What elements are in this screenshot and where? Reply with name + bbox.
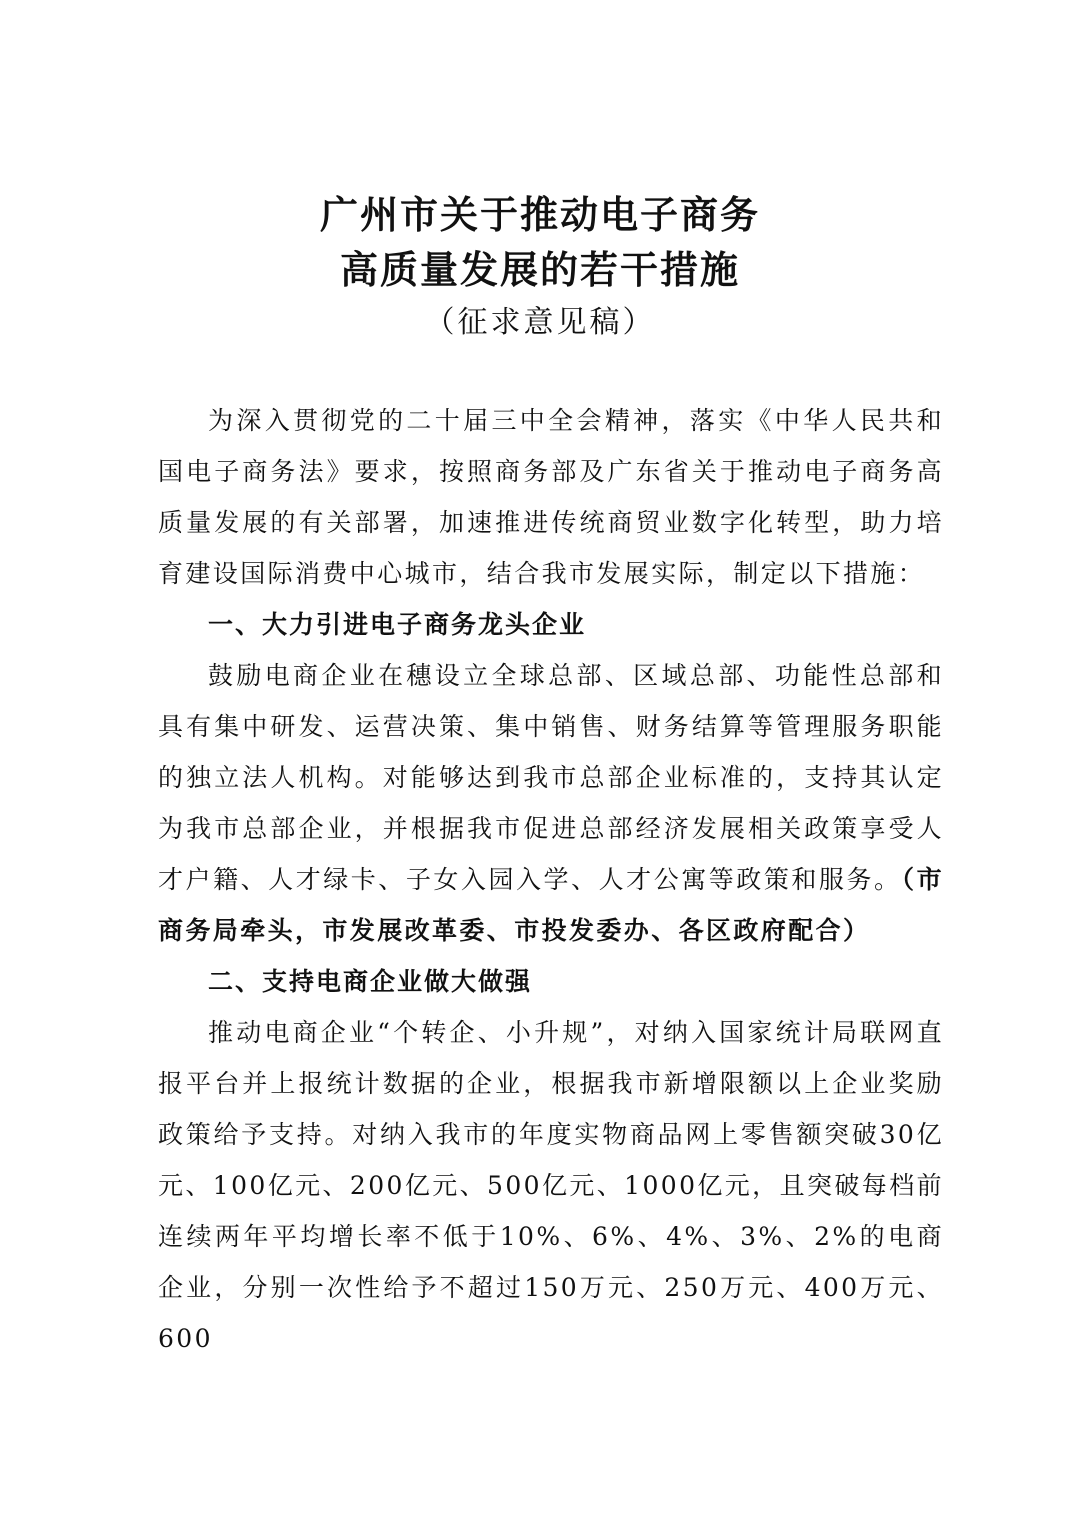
section-2-paragraph: 推动电商企业“个转企、小升规”，对纳入国家统计局联网直报平台并上报统计数据的企业，根据我市新增限额以上企业奖励政策给予支持。对纳入我市的年度实物商品网上零售额突破30亿元、100亿元、200亿元、500亿元、1000亿元，且突破每档前连续两年平均增长率不低于10%、6%、4%、3%、2%的电商企业，分别一次性给予不超过150万元、250万元、400万元、600 [158,1018,944,1353]
section-1-heading: 一、大力引进电子商务龙头企业 [208,610,587,639]
section-1-text: 鼓励电商企业在穗设立全球总部、区域总部、功能性总部和具有集中研发、运营决策、集中销售、财务结算等管理服务职能的独立法人机构。对能够达到我市总部企业标准的，支持其认定为我市总部企业，并根据我市促进总部经济发展相关政策享受人才户籍、人才绿卡、子女入园入学、人才公寓等政策和服务。 [158,661,944,894]
document-body [158,395,944,1364]
intro-paragraph: 为深入贯彻党的二十届三中全会精神，落实《中华人民共和国电子商务法》要求，按照商务部及广东省关于推动电子商务高质量发展的有关部署，加速推进传统商贸业数字化转型，助力培育建设国际消费中心城市，结合我市发展实际，制定以下措施： [158,406,944,588]
document-title-line-1: 广州市关于推动电子商务 [319,193,760,237]
document-title-line-2: 高质量发展的若干措施 [339,248,740,292]
section-2-heading: 二、支持电商企业做大做强 [208,967,533,996]
document-subtitle: （征求意见稿） [424,305,656,340]
section-1-paragraph [158,650,944,956]
section-1-responsible-departments: （市商务局牵头，市发展改革委、市投发委办、各区政府配合） [158,865,944,945]
